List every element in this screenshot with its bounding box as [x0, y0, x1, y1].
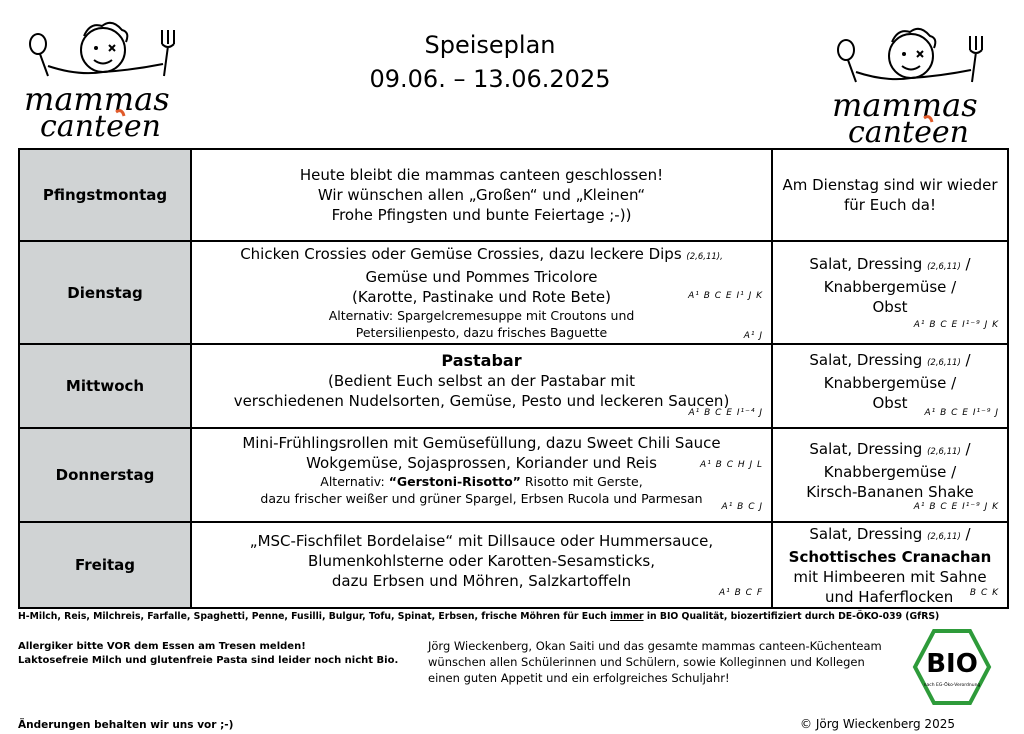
main-dish-cell [191, 522, 772, 608]
bio-note-text-end: in BIO Qualität, biozertifiziert durch DE-ÖKO-039 (GfRS) [646, 611, 940, 622]
alternative-line: Petersilienpesto, dazu frisches Baguette [355, 325, 608, 340]
side-line: mit Himbeeren mit Sahne [793, 567, 987, 586]
alternative-line: Risotto mit Gerste, [524, 474, 643, 489]
additive-note: (2,6,11), [686, 252, 723, 262]
side-line: Salat, Dressing [809, 439, 923, 458]
side-line: Knabbergemüse / [823, 462, 957, 481]
side-dish-cell [772, 149, 1008, 241]
main-line: Gemüse und Pommes Tricolore [365, 268, 598, 286]
allergy-line: Allergiker bitte VOR dem Essen am Tresen melden! [18, 641, 306, 652]
side-dish-cell [772, 522, 1008, 608]
allergen-tag: B C K [969, 588, 999, 598]
side-line: Knabbergemüse / [823, 373, 957, 392]
alternative-dish-name: “Gerstoni-Risotto” [388, 474, 521, 489]
allergen-tag: A¹ B C E I¹⁻⁴ J [688, 408, 763, 418]
svg-text:canteen: canteen [40, 109, 161, 138]
side-line-end: / [965, 255, 971, 273]
bio-products-note [18, 610, 939, 624]
svg-text:BIO: BIO [926, 649, 978, 679]
bio-note-emphasis: immer [610, 611, 644, 622]
alternative-line: Alternativ: Spargelcremesuppe mit Croutons und [328, 308, 635, 323]
allergy-line: Laktosefreie Milch und glutenfreie Pasta sind leider noch nicht Bio. [18, 655, 399, 666]
table-row [19, 344, 1008, 428]
side-line: Salat, Dressing [809, 350, 923, 369]
main-line: verschiedenen Nudelsorten, Gemüse, Pesto und leckeren Saucen) [233, 392, 730, 410]
side-line: Obst [872, 393, 908, 412]
main-line: Mini-Frühlingsrollen mit Gemüsefüllung, dazu Sweet Chili Sauce [242, 434, 721, 452]
table-row [19, 149, 1008, 241]
logo-drawing-right [826, 14, 996, 144]
table-row [19, 428, 1008, 522]
copyright: © Jörg Wieckenberg 2025 [800, 717, 955, 731]
side-line-end: / [965, 439, 971, 458]
main-line: Frohe Pfingsten und bunte Feiertage ;-)) [331, 206, 632, 224]
bio-seal [912, 628, 992, 706]
side-line-end: / [965, 350, 971, 369]
changes-notice: Änderungen behalten wir uns vor ;-) [18, 719, 234, 731]
allergen-tag: A¹ J [743, 331, 763, 341]
table-row [19, 522, 1008, 608]
team-line: Jörg Wieckenberg, Okan Saiti und das gesamte mammas canteen-Küchenteam [428, 639, 882, 653]
main-line: Blumenkohlsterne oder Karotten-Sesamsticks, [308, 552, 655, 570]
allergen-tag: A¹ B C F [719, 588, 763, 598]
svg-text:nach EG-Öko-Verordnung: nach EG-Öko-Verordnung [923, 683, 981, 688]
allergen-tag: A¹ B C J [721, 502, 763, 512]
main-dish-cell [191, 241, 772, 344]
svg-text:mammas: mammas [832, 86, 978, 124]
title-heading: Speiseplan [424, 31, 556, 59]
additive-note: (2,6,11) [927, 446, 961, 457]
mammas-canteen-logo-right [826, 14, 996, 144]
allergen-tag: A¹ B C E I¹⁻⁹ J [924, 408, 999, 418]
side-line: und Haferflocken [825, 587, 954, 606]
main-line: „MSC-Fischfilet Bordelaise“ mit Dillsauce oder Hummersauce, [249, 532, 714, 550]
main-line: Chicken Crossies oder Gemüse Crossies, dazu leckere Dips [240, 245, 682, 263]
main-line: Heute bleibt die mammas canteen geschlossen! [299, 166, 664, 184]
day-cell: Pfingstmontag [19, 149, 191, 241]
menu-table [18, 148, 1009, 609]
side-line: für Euch da! [844, 196, 936, 214]
mammas-canteen-logo-left [18, 8, 188, 138]
side-line: Knabbergemüse / [823, 278, 957, 296]
side-line: Obst [872, 298, 908, 316]
main-dish-cell [191, 344, 772, 428]
svg-text:canteen: canteen [848, 115, 969, 144]
main-dish-cell [191, 149, 772, 241]
additive-note: (2,6,11) [927, 357, 961, 368]
side-line-end: / [965, 524, 971, 543]
main-line: dazu Erbsen und Möhren, Salzkartoffeln [331, 572, 632, 590]
title-date-range: 09.06. – 13.06.2025 [369, 65, 611, 93]
main-line: (Karotte, Pastinake und Rote Bete) [351, 288, 612, 306]
team-line: einen guten Appetit und ein erfolgreiches Schuljahr! [428, 671, 730, 685]
additive-note: (2,6,11) [927, 531, 961, 542]
day-cell: Mittwoch [19, 344, 191, 428]
main-line: Wir wünschen allen „Großen“ und „Kleinen“ [317, 186, 646, 204]
day-cell: Donnerstag [19, 428, 191, 522]
logo-drawing-left [18, 8, 188, 138]
main-line: Wokgemüse, Sojasprossen, Koriander und Reis [306, 454, 657, 472]
bio-seal-icon [912, 628, 992, 706]
allergy-notice [18, 640, 398, 668]
table-row [19, 241, 1008, 344]
page-title [300, 28, 680, 96]
alternative-prefix: Alternativ: [320, 474, 385, 489]
side-dessert-title: Schottisches Cranachan [788, 547, 992, 566]
additive-note: (2,6,11) [927, 262, 961, 272]
allergen-tag: A¹ B C E I¹ J K [688, 291, 763, 301]
day-cell: Dienstag [19, 241, 191, 344]
day-cell: Freitag [19, 522, 191, 608]
team-greeting [428, 638, 882, 686]
side-line: Am Dienstag sind wir wieder [782, 176, 998, 194]
side-dish-cell [772, 428, 1008, 522]
bio-note-text: H-Milch, Reis, Milchreis, Farfalle, Spaghetti, Penne, Fusilli, Bulgur, Tofu, Spinat, Erbsen, frische Möhren für Euch [18, 611, 607, 622]
main-dish-cell [191, 428, 772, 522]
side-dish-cell [772, 241, 1008, 344]
side-line: Salat, Dressing [809, 255, 923, 273]
main-line: (Bedient Euch selbst an der Pastabar mit [327, 372, 636, 390]
allergen-tag: A¹ B C E I¹⁻⁹ J K [913, 320, 999, 330]
team-line: wünschen allen Schülerinnen und Schülern, sowie Kolleginnen und Kollegen [428, 655, 865, 669]
side-line: Salat, Dressing [809, 524, 923, 543]
allergen-tag: A¹ B C E I¹⁻⁹ J K [913, 502, 999, 512]
alternative-line: dazu frischer weißer und grüner Spargel, Erbsen Rucola und Parmesan [260, 491, 703, 506]
main-title: Pastabar [441, 351, 522, 370]
allergen-tag: A¹ B C H J L [700, 460, 763, 470]
side-line: Kirsch-Bananen Shake [806, 482, 974, 501]
svg-text:mammas: mammas [24, 80, 170, 118]
side-dish-cell [772, 344, 1008, 428]
